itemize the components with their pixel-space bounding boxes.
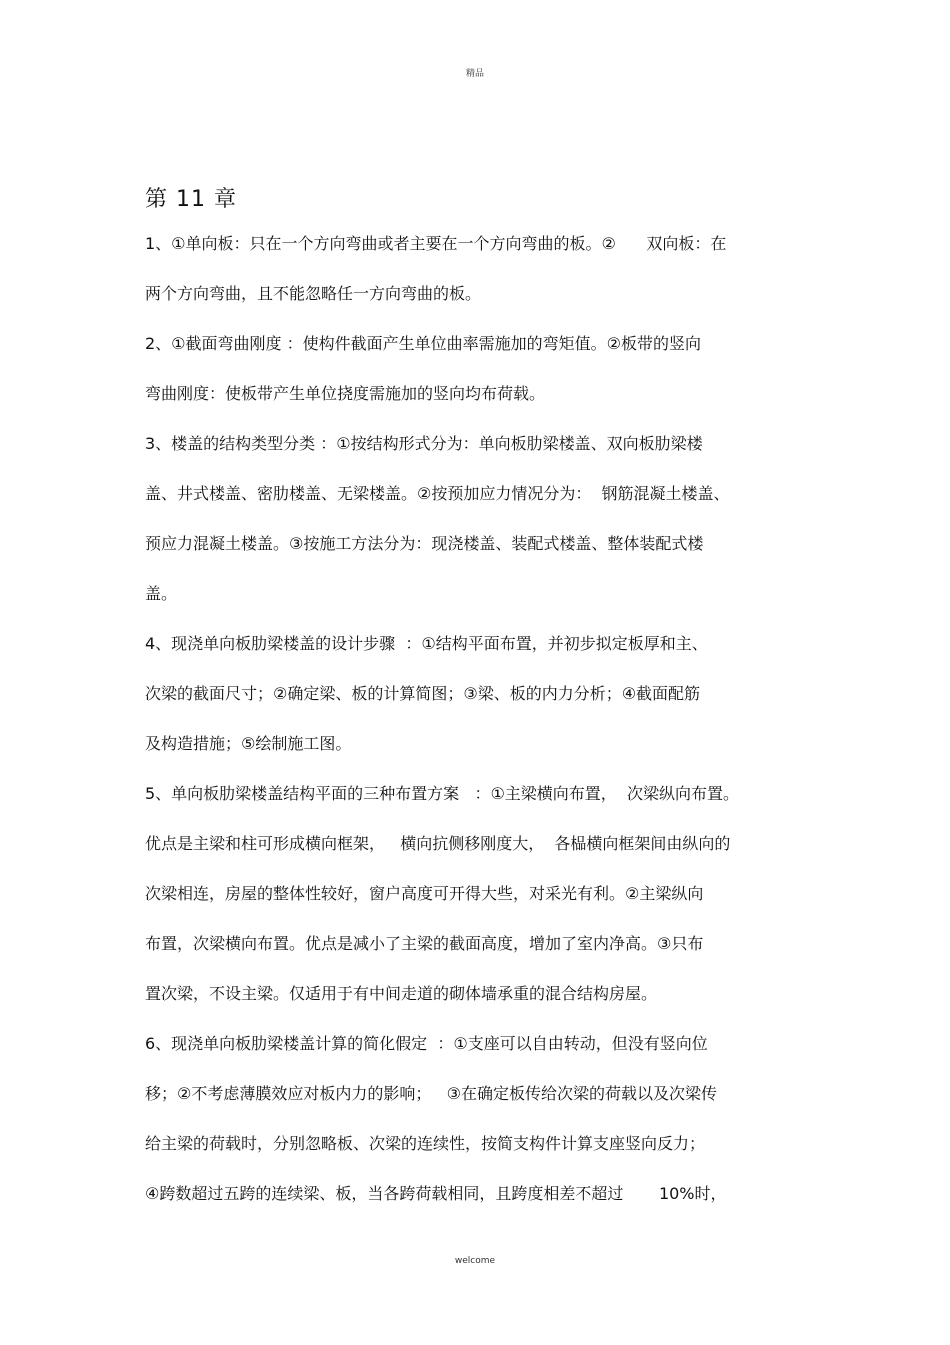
paragraph-line: 3、楼盖的结构类型分类 ：①按结构形式分为：单向板肋梁楼盖、双向板肋梁楼: [145, 434, 703, 453]
paragraph-line: 5、单向板肋梁楼盖结构平面的三种布置方案 ：①主梁横向布置， 次梁纵向布置。: [145, 784, 739, 803]
page-header: 精品: [465, 69, 484, 79]
paragraph-line: 及构造措施；⑤绘制施工图。: [145, 734, 352, 753]
paragraph-line: 4、现浇单向板肋梁楼盖的设计步骤 ：①结构平面布置，并初步拟定板厚和主、: [145, 634, 708, 653]
paragraph-line: 6、现浇单向板肋梁楼盖计算的简化假定 ：①支座可以自由转动，但没有竖向位: [145, 1034, 708, 1053]
paragraph-line: 移；②不考虑薄膜效应对板内力的影响； ③在确定板传给次梁的荷载以及次梁传: [145, 1084, 717, 1103]
paragraph-line: 预应力混凝土楼盖。③按施工方法分为：现浇楼盖、装配式楼盖、整体装配式楼: [145, 534, 704, 553]
paragraph-line: 给主梁的荷载时，分别忽略板、次梁的连续性，按简支构件计算支座竖向反力；: [145, 1134, 706, 1153]
paragraph-line: 弯曲刚度：使板带产生单位挠度需施加的竖向均布荷载。: [145, 384, 546, 403]
paragraph-line: 布置，次梁横向布置。优点是减小了主梁的截面高度，增加了室内净高。③只布: [145, 934, 704, 953]
page-footer: welcome: [454, 1256, 496, 1266]
paragraph-line: 次梁相连，房屋的整体性较好，窗户高度可开得大些，对采光有利。②主梁纵向: [145, 884, 704, 903]
paragraph-line: 优点是主梁和柱可形成横向框架， 横向抗侧移刚度大， 各榀横向框架间由纵向的: [145, 834, 731, 853]
paragraph-line: 2、①截面弯曲刚度 ：使构件截面产生单位曲率需施加的弯矩值。②板带的竖向: [145, 334, 701, 353]
paragraph-line: ④跨数超过五跨的连续梁、板，当各跨荷载相同，且跨度相差不超过 10%时，: [145, 1184, 727, 1203]
chapter-title: 第 11 章: [145, 187, 237, 212]
paragraph-line: 次梁的截面尺寸；②确定梁、板的计算简图；③梁、板的内力分析；④截面配筋: [145, 684, 701, 703]
paragraph-line: 1、①单向板：只在一个方向弯曲或者主要在一个方向弯曲的板。② 双向板：在: [145, 234, 727, 253]
paragraph-line: 盖。: [145, 584, 178, 603]
paragraph-line: 置次梁，不设主梁。仅适用于有中间走道的砌体墙承重的混合结构房屋。: [145, 984, 658, 1003]
paragraph-line: 两个方向弯曲，且不能忽略任一方向弯曲的板。: [145, 284, 482, 303]
paragraph-line: 盖、井式楼盖、密肋楼盖、无梁楼盖。②按预加应力情况分为： 钢筋混凝土楼盖、: [145, 484, 730, 503]
